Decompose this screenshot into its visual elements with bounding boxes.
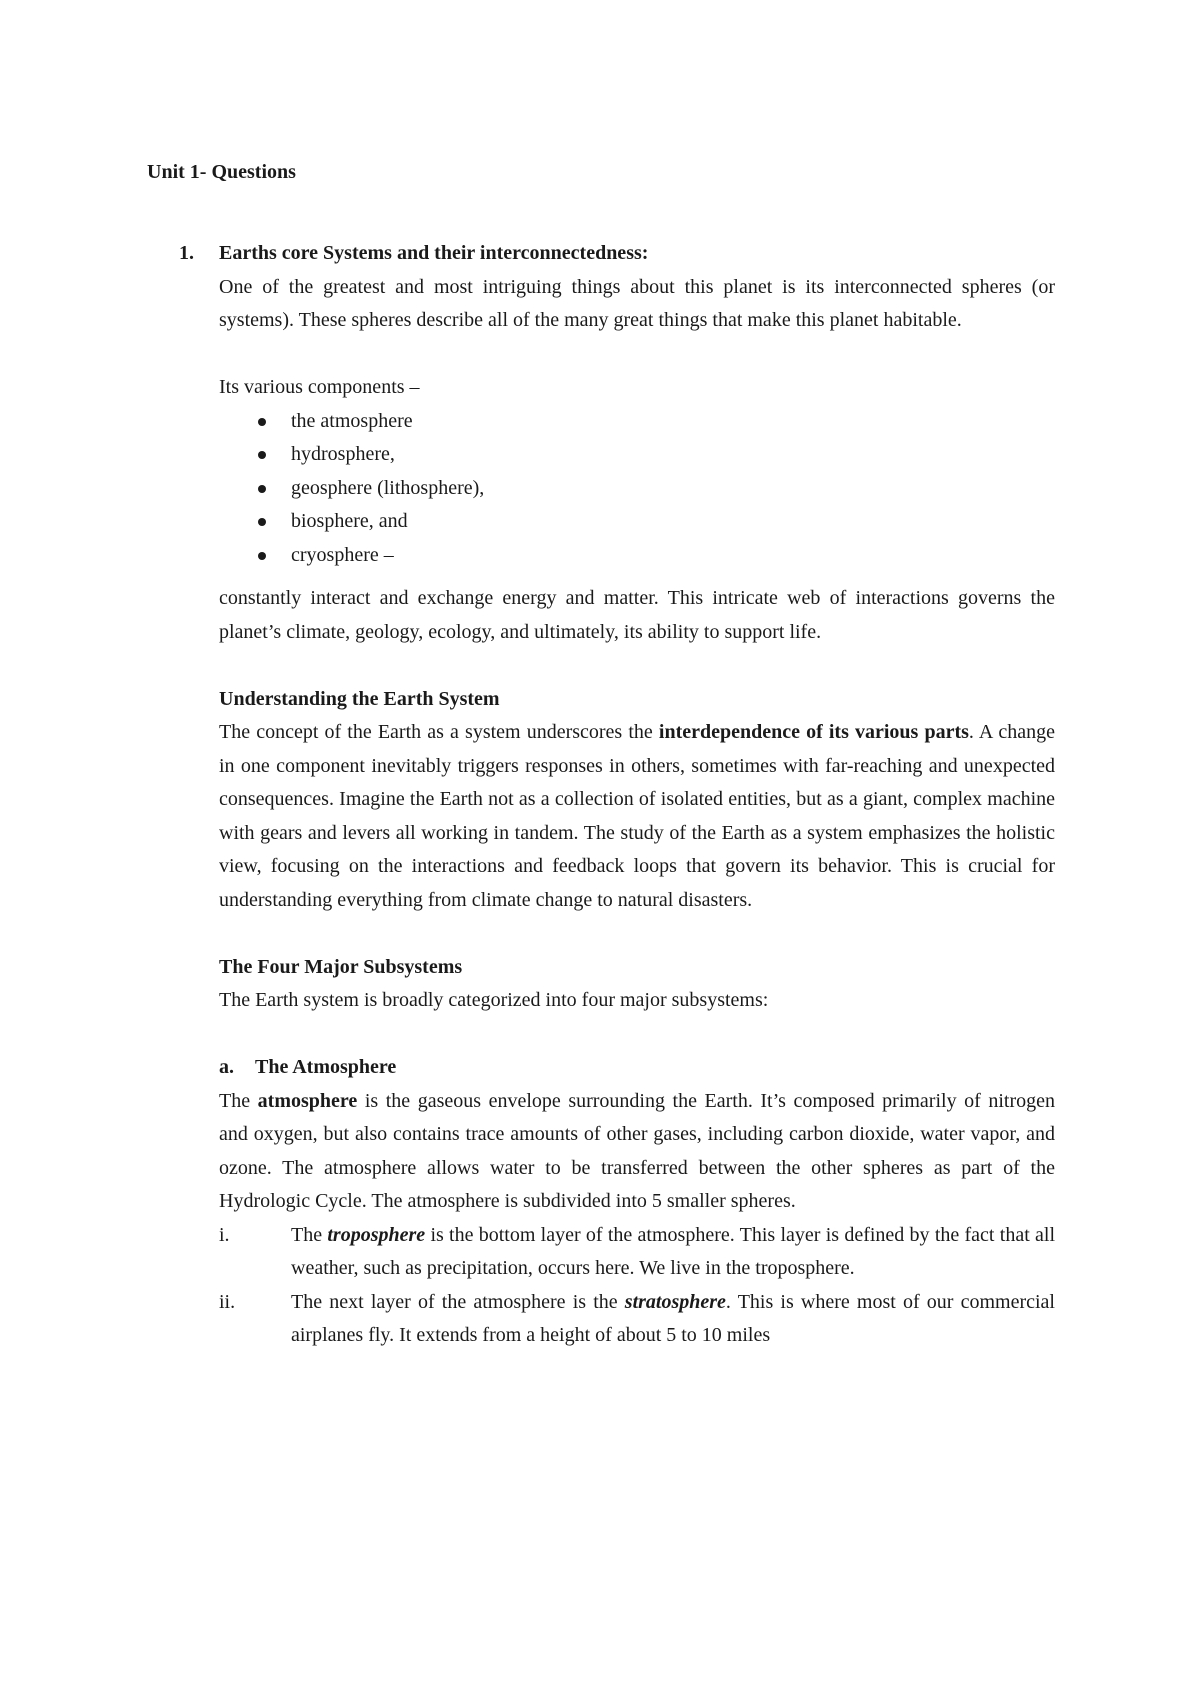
list-item: hydrosphere,: [219, 438, 1055, 472]
document-title: Unit 1- Questions: [147, 161, 296, 183]
emphasis: interdependence of its various parts: [658, 721, 969, 743]
bullet-icon: [258, 485, 266, 493]
roman-numeral: ii.: [219, 1290, 236, 1313]
section-letter: a.: [219, 1056, 234, 1078]
question-number: 1.: [179, 242, 194, 264]
section-heading-atmosphere: a. The Atmosphere: [219, 1051, 1055, 1085]
list-item: biosphere, and: [219, 505, 1055, 539]
section-heading-subsystems: The Four Major Subsystems: [219, 955, 463, 978]
spacer: [219, 917, 1055, 951]
components-lead: Its various components –: [219, 376, 420, 398]
emphasis: atmosphere: [257, 1089, 358, 1112]
spacer: [219, 1018, 1055, 1052]
list-item: cryosphere –: [219, 539, 1055, 573]
section-heading-understanding: Understanding the Earth System: [219, 687, 500, 710]
intro-paragraph: One of the greatest and most intriguing things about this planet is its interconnected spheres (or systems). These spheres describe all of the many great things that make this planet habitable.: [219, 275, 1055, 331]
understanding-paragraph: The concept of the Earth as a system underscores the interdependence of its various parts. A change in one component inevitably triggers responses in others, sometimes with far-reaching and unexpected consequences. Imagine the Earth not as a collection of isolated entities, but as a giant, complex machine with gears and levers all working in tandem. The study of the Earth as a system emphasizes the holistic view, focusing on the interactions and feedback loops that govern its behavior. This is crucial for understanding everything from climate change to natural disasters.: [219, 721, 1055, 911]
spacer: [219, 338, 1055, 372]
term: stratosphere: [624, 1290, 726, 1313]
bullet-icon: [258, 518, 266, 526]
list-item: geosphere (lithosphere),: [219, 472, 1055, 506]
layer-item-stratosphere: ii. The next layer of the atmosphere is the stratosphere. This is where most of our commercial airplanes fly. It extends from a height of about 5 to 10 miles: [219, 1286, 1055, 1353]
bullet-icon: [258, 418, 266, 426]
layer-item-troposphere: i. The troposphere is the bottom layer of the atmosphere. This layer is defined by the fact that all weather, such as precipitation, occurs here. We live in the troposphere.: [219, 1219, 1055, 1286]
document-body: [179, 237, 1056, 1353]
question-1: [179, 237, 1055, 271]
bullet-icon: [258, 552, 266, 560]
roman-numeral: i.: [219, 1223, 230, 1246]
list-item: the atmosphere: [219, 405, 1055, 439]
subsystems-paragraph: The Earth system is broadly categorized into four major subsystems:: [219, 989, 769, 1011]
components-list: [219, 405, 1055, 573]
after-list-paragraph: constantly interact and exchange energy and matter. This intricate web of interactions governs the planet’s climate, geology, ecology, and ultimately, its ability to support life.: [219, 587, 1055, 643]
term: troposphere: [327, 1223, 426, 1246]
atmosphere-paragraph: The atmosphere is the gaseous envelope surrounding the Earth. It’s composed primarily of nitrogen and oxygen, but also contains trace amounts of other gases, including carbon dioxide, water vapor, and ozone. The atmosphere allows water to be transferred between the other spheres as part of the Hydrologic Cycle. The atmosphere is subdivided into 5 smaller spheres.: [219, 1089, 1056, 1212]
question-heading: Earths core Systems and their interconnectedness:: [219, 242, 649, 264]
spacer: [219, 649, 1055, 683]
bullet-icon: [258, 451, 266, 459]
